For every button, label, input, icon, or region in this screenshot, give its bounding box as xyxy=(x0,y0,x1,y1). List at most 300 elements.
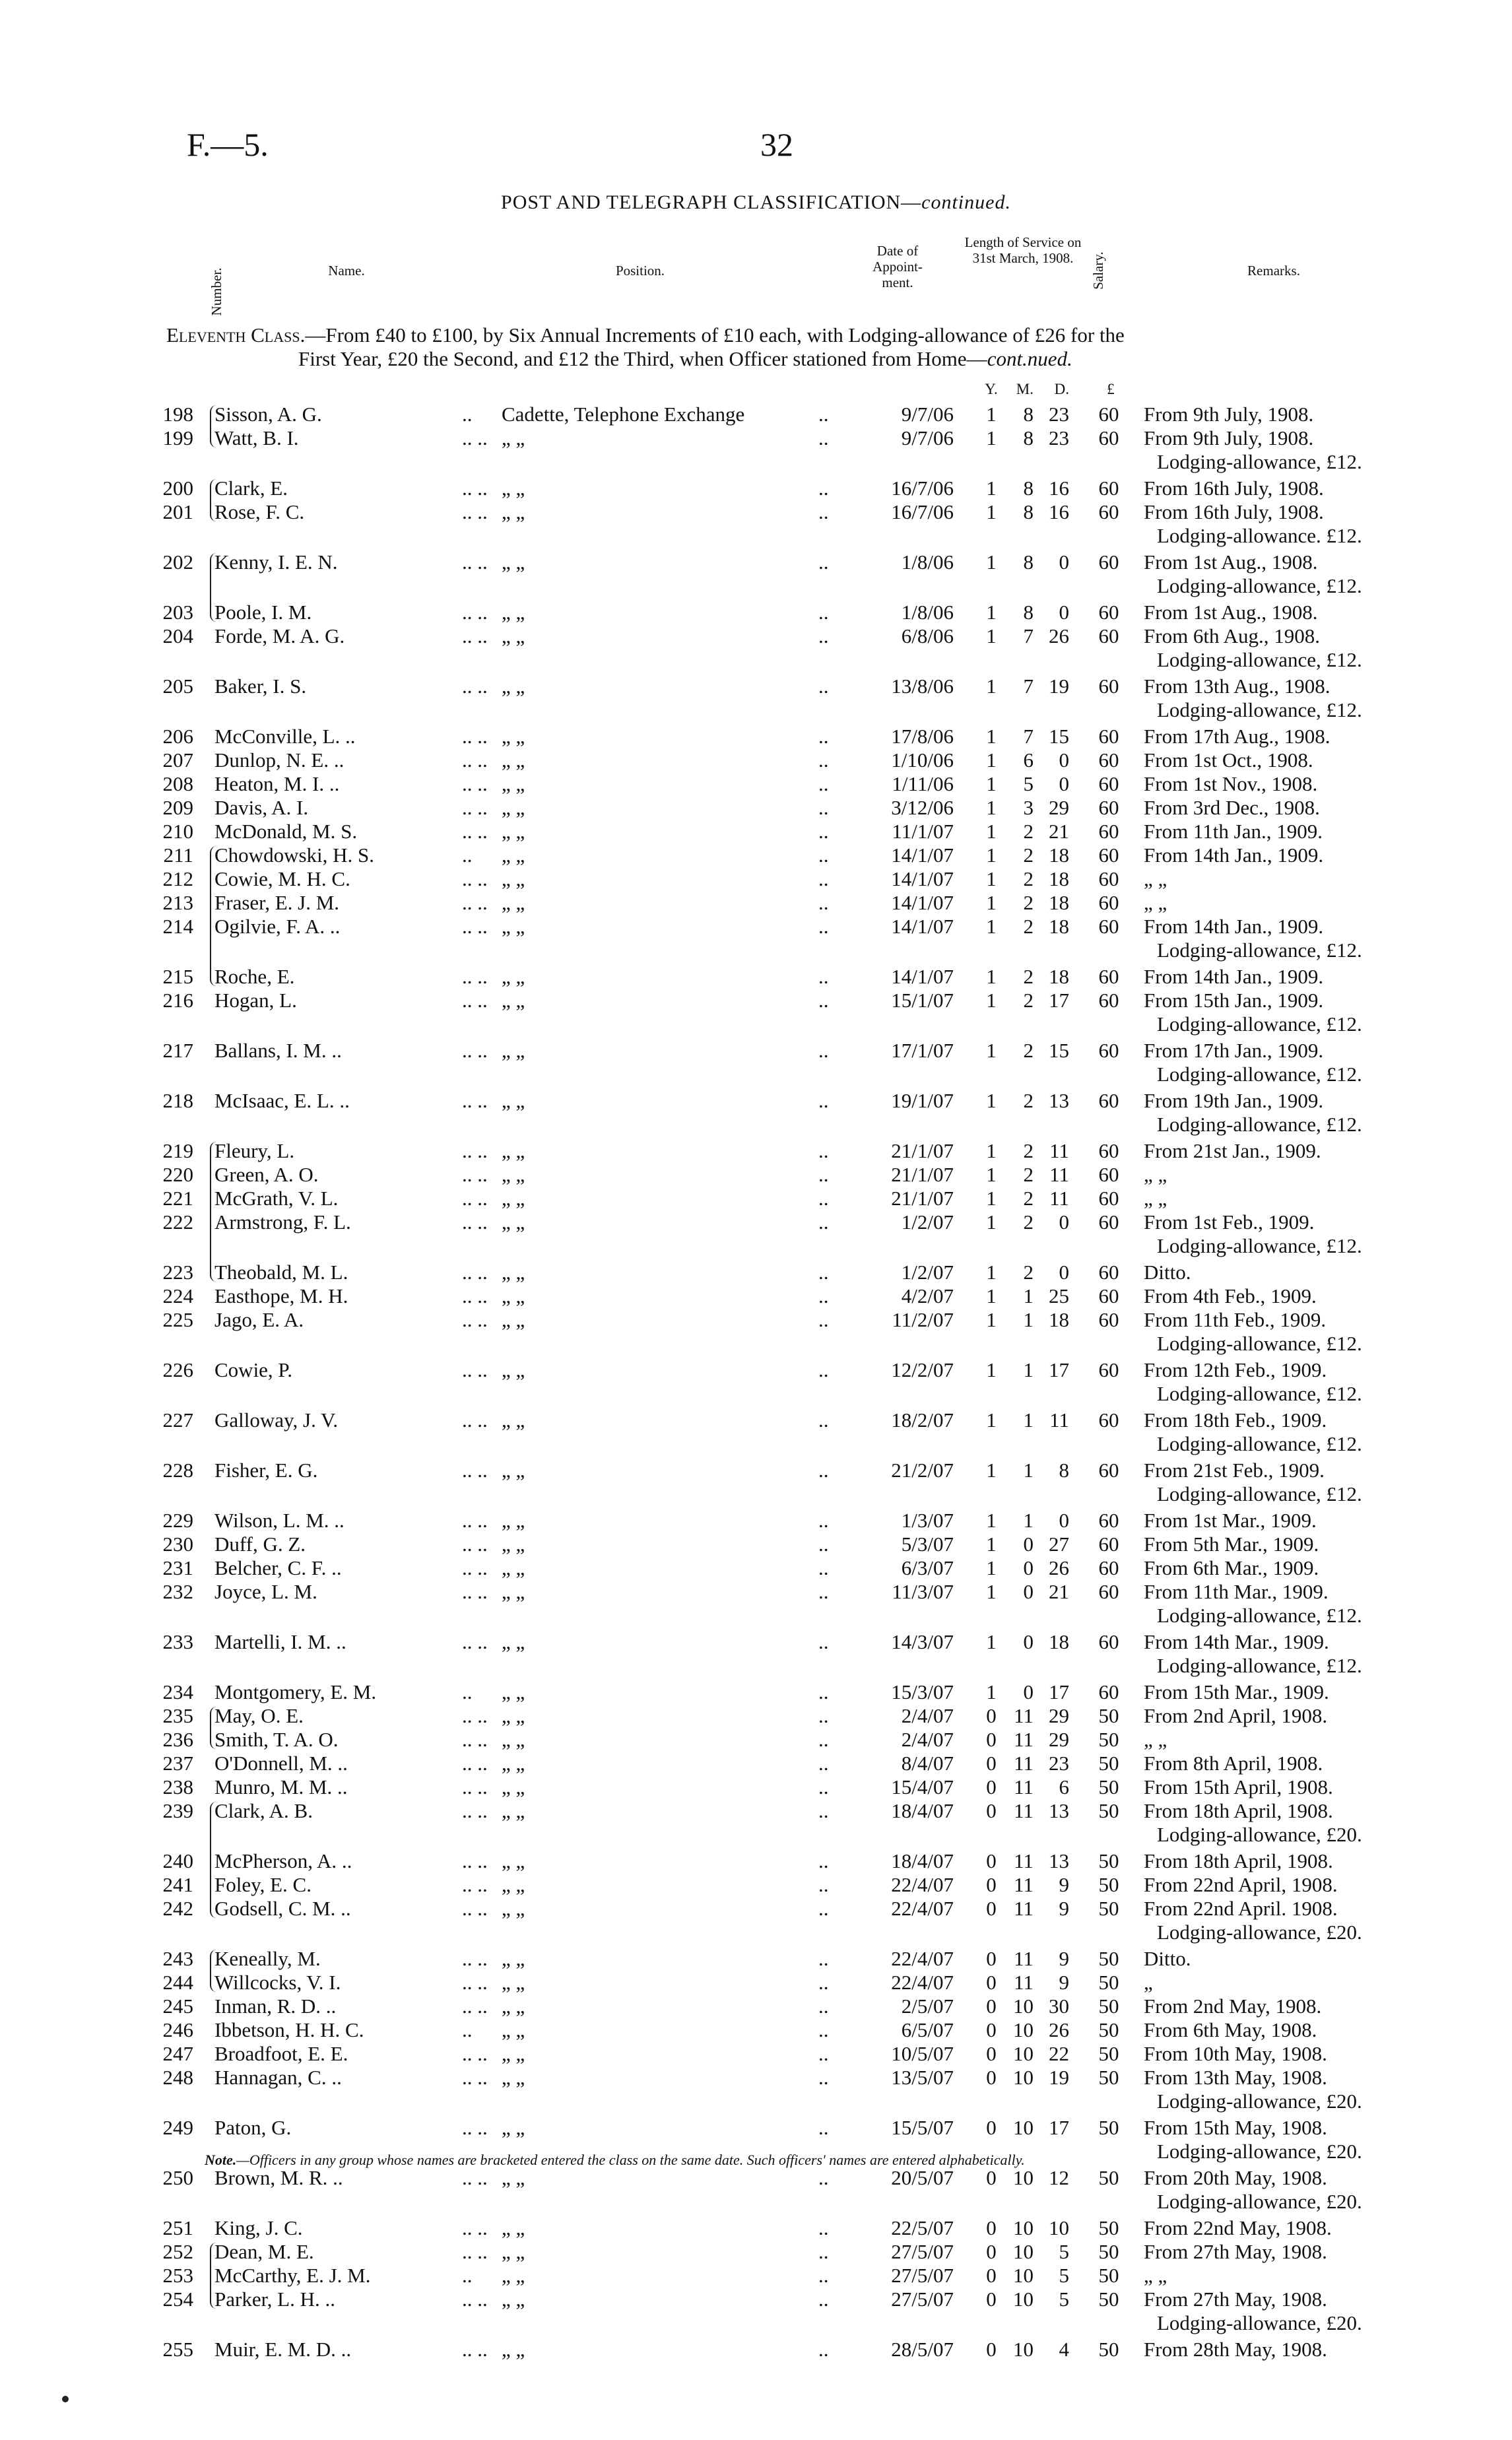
row-months: 5 xyxy=(1023,772,1034,795)
row-position: „ „ xyxy=(502,1799,525,1822)
row-position: „ „ xyxy=(502,2042,525,2065)
row-name: Ballans, I. M. .. xyxy=(214,1039,342,1062)
row-remarks: From 1st Nov., 1908. xyxy=(1144,772,1318,795)
row-leader-2: .. xyxy=(818,772,829,795)
row-name: Broadfoot, E. E. xyxy=(214,2042,348,2065)
row-days: 12 xyxy=(1049,2166,1069,2189)
row-years: 1 xyxy=(986,477,997,500)
row-years: 1 xyxy=(986,1039,997,1062)
row-years: 1 xyxy=(986,1210,997,1234)
row-leader-2: .. xyxy=(818,1284,829,1307)
row-date: 1/8/06 xyxy=(901,601,954,624)
row-date: 15/1/07 xyxy=(891,989,954,1012)
row-remarks: From 4th Feb., 1909. xyxy=(1144,1284,1317,1307)
row-name: Godsell, C. M. .. xyxy=(214,1897,351,1920)
row-name: Cowie, M. H. C. xyxy=(214,867,350,890)
row-remarks: From 11th Jan., 1909. xyxy=(1144,820,1323,843)
row-leader-1: .. .. xyxy=(462,426,488,449)
row-position: „ „ xyxy=(502,748,525,772)
row-leader-1: .. .. xyxy=(462,820,488,843)
row-position: „ „ xyxy=(502,1580,525,1603)
row-days: 9 xyxy=(1059,1947,1069,1970)
row-leader-2: .. xyxy=(818,500,829,523)
class-heading xyxy=(166,323,1394,371)
row-name: Dunlop, N. E. .. xyxy=(214,748,345,772)
row-years: 0 xyxy=(986,2018,997,2041)
row-salary: 50 xyxy=(1098,2116,1119,2139)
class-label: Eleventh Class. xyxy=(166,323,306,346)
row-date: 13/5/07 xyxy=(891,2066,954,2089)
row-date: 5/3/07 xyxy=(901,1533,954,1556)
row-years: 0 xyxy=(986,1752,997,1775)
column-header-name: Name. xyxy=(328,263,365,279)
row-months: 2 xyxy=(1023,989,1034,1012)
row-remarks-continued: Lodging-allowance, £12. xyxy=(1157,1113,1362,1136)
row-salary: 60 xyxy=(1098,601,1119,624)
row-remarks-continued: Lodging-allowance, £20. xyxy=(1157,2090,1362,2113)
row-leader-1: .. .. xyxy=(462,601,488,624)
table-row xyxy=(0,500,1512,547)
row-number: 223 xyxy=(162,1261,193,1284)
row-salary: 60 xyxy=(1098,748,1119,772)
row-date: 21/2/07 xyxy=(891,1459,954,1482)
note-text: —Officers in any group whose names are bracketed entered the class on the same date. Such officers' names are entered alphabetically. xyxy=(236,2152,1025,2168)
row-position: „ „ xyxy=(502,1408,525,1432)
row-name: Sisson, A. G. xyxy=(214,403,322,426)
name-group-bracket xyxy=(210,1142,216,1282)
row-name: Cowie, P. xyxy=(214,1358,292,1381)
row-position: „ „ xyxy=(502,2166,525,2189)
row-number: 208 xyxy=(162,772,193,795)
row-remarks-continued: Lodging-allowance, £20. xyxy=(1157,1823,1362,1846)
row-date: 22/4/07 xyxy=(891,1947,954,1970)
row-remarks: Ditto. xyxy=(1144,1261,1191,1284)
row-months: 10 xyxy=(1013,2018,1034,2041)
row-months: 11 xyxy=(1014,1849,1034,1872)
row-leader-2: .. xyxy=(818,2042,829,2065)
row-leader-2: .. xyxy=(818,915,829,938)
row-leader-2: .. xyxy=(818,1358,829,1381)
row-remarks: From 27th May, 1908. xyxy=(1144,2240,1327,2263)
row-position: „ „ xyxy=(502,2018,525,2041)
row-days: 18 xyxy=(1049,1308,1069,1331)
row-days: 5 xyxy=(1059,2264,1069,2287)
row-years: 0 xyxy=(986,2288,997,2311)
row-position: „ „ xyxy=(502,1459,525,1482)
table-row xyxy=(0,1897,1512,1944)
row-name: Poole, I. M. xyxy=(214,601,312,624)
row-years: 1 xyxy=(986,675,997,698)
row-months: 7 xyxy=(1023,675,1034,698)
row-number: 248 xyxy=(162,2066,193,2089)
table-row xyxy=(0,2166,1512,2213)
row-salary: 60 xyxy=(1098,1089,1119,1112)
row-salary: 50 xyxy=(1098,2338,1119,2361)
row-leader-2: .. xyxy=(818,1408,829,1432)
row-leader-1: .. .. xyxy=(462,2288,488,2311)
row-salary: 60 xyxy=(1098,500,1119,523)
row-position: „ „ xyxy=(502,624,525,647)
row-date: 15/3/07 xyxy=(891,1680,954,1703)
row-number: 227 xyxy=(162,1408,193,1432)
row-remarks: From 28th May, 1908. xyxy=(1144,2338,1327,2361)
row-remarks: „ „ xyxy=(1144,2264,1167,2287)
table-row xyxy=(0,1139,1512,1163)
table-row xyxy=(0,1533,1512,1556)
row-months: 10 xyxy=(1013,2042,1034,2065)
row-salary: 50 xyxy=(1098,1897,1119,1920)
row-name: Jago, E. A. xyxy=(214,1308,304,1331)
column-header-remarks: Remarks. xyxy=(1247,263,1300,279)
column-header-date: Date of Appoint-ment. xyxy=(872,243,923,290)
row-days: 5 xyxy=(1059,2288,1069,2311)
unit-pound: £ xyxy=(1107,381,1115,397)
row-date: 14/1/07 xyxy=(891,891,954,914)
table-row xyxy=(0,965,1512,989)
table-row xyxy=(0,1995,1512,2018)
table-row xyxy=(0,1459,1512,1505)
row-remarks: From 20th May, 1908. xyxy=(1144,2166,1327,2189)
row-number: 244 xyxy=(162,1971,193,1994)
row-date: 2/5/07 xyxy=(901,1995,954,2018)
row-number: 237 xyxy=(162,1752,193,1775)
table-row xyxy=(0,477,1512,500)
row-leader-1: .. .. xyxy=(462,1039,488,1062)
row-date: 1/8/06 xyxy=(901,550,954,574)
row-position: „ „ xyxy=(502,2264,525,2287)
row-remarks: From 15th April, 1908. xyxy=(1144,1775,1333,1798)
table-row xyxy=(0,820,1512,843)
row-name: Theobald, M. L. xyxy=(214,1261,348,1284)
row-date: 9/7/06 xyxy=(901,403,954,426)
row-leader-1: .. .. xyxy=(462,1799,488,1822)
row-remarks: From 22nd May, 1908. xyxy=(1144,2216,1332,2239)
row-position: „ „ xyxy=(502,1163,525,1186)
row-months: 2 xyxy=(1023,843,1034,867)
row-months: 2 xyxy=(1023,867,1034,890)
row-months: 10 xyxy=(1013,2116,1034,2139)
row-salary: 60 xyxy=(1098,772,1119,795)
row-remarks: From 22nd April, 1908. xyxy=(1144,1873,1338,1896)
row-years: 1 xyxy=(986,843,997,867)
row-leader-2: .. xyxy=(818,2216,829,2239)
row-name: Armstrong, F. L. xyxy=(214,1210,351,1234)
row-number: 226 xyxy=(162,1358,193,1381)
row-salary: 60 xyxy=(1098,1210,1119,1234)
table-row xyxy=(0,1284,1512,1308)
table-row xyxy=(0,1408,1512,1455)
row-salary: 60 xyxy=(1098,1358,1119,1381)
row-date: 21/1/07 xyxy=(891,1187,954,1210)
row-years: 1 xyxy=(986,1284,997,1307)
row-number: 255 xyxy=(162,2338,193,2361)
row-years: 1 xyxy=(986,1358,997,1381)
row-years: 0 xyxy=(986,2042,997,2065)
row-date: 21/1/07 xyxy=(891,1139,954,1162)
row-salary: 60 xyxy=(1098,915,1119,938)
row-name: Clark, A. B. xyxy=(214,1799,313,1822)
row-salary: 60 xyxy=(1098,1580,1119,1603)
row-salary: 60 xyxy=(1098,1163,1119,1186)
row-remarks: From 15th May, 1908. xyxy=(1144,2116,1327,2139)
row-remarks: From 1st Aug., 1908. xyxy=(1144,550,1318,574)
row-name: Foley, E. C. xyxy=(214,1873,312,1896)
row-remarks-continued: Lodging-allowance, £12. xyxy=(1157,1382,1362,1405)
row-remarks: From 2nd April, 1908. xyxy=(1144,1704,1328,1727)
row-days: 26 xyxy=(1049,1556,1069,1579)
row-remarks-continued: Lodging-allowance, £20. xyxy=(1157,2311,1362,2334)
row-leader-1: .. xyxy=(462,2264,473,2287)
row-leader-1: .. .. xyxy=(462,1308,488,1331)
table-row xyxy=(0,1704,1512,1728)
row-remarks: From 13th May, 1908. xyxy=(1144,2066,1327,2089)
row-date: 22/5/07 xyxy=(891,2216,954,2239)
row-date: 27/5/07 xyxy=(891,2264,954,2287)
row-days: 11 xyxy=(1049,1187,1069,1210)
row-date: 17/8/06 xyxy=(891,725,954,748)
row-leader-1: .. .. xyxy=(462,2240,488,2263)
row-years: 1 xyxy=(986,1680,997,1703)
row-salary: 60 xyxy=(1098,426,1119,449)
row-remarks: From 11th Mar., 1909. xyxy=(1144,1580,1329,1603)
row-years: 0 xyxy=(986,2338,997,2361)
row-remarks: From 6th Aug., 1908. xyxy=(1144,624,1320,647)
row-leader-2: .. xyxy=(818,1873,829,1896)
row-number: 250 xyxy=(162,2166,193,2189)
table-row xyxy=(0,867,1512,891)
row-number: 241 xyxy=(162,1873,193,1896)
row-months: 1 xyxy=(1023,1284,1034,1307)
row-leader-1: .. .. xyxy=(462,1556,488,1579)
row-number: 236 xyxy=(162,1728,193,1751)
row-number: 206 xyxy=(162,725,193,748)
row-number: 207 xyxy=(162,748,193,772)
row-months: 6 xyxy=(1023,748,1034,772)
row-leader-2: .. xyxy=(818,965,829,988)
row-months: 11 xyxy=(1014,1947,1034,1970)
row-date: 16/7/06 xyxy=(891,500,954,523)
table-row xyxy=(0,1308,1512,1355)
row-months: 0 xyxy=(1023,1556,1034,1579)
row-number: 209 xyxy=(162,796,193,819)
row-position: „ „ xyxy=(502,1261,525,1284)
row-days: 0 xyxy=(1059,1509,1069,1532)
row-leader-2: .. xyxy=(818,891,829,914)
row-leader-1: .. .. xyxy=(462,796,488,819)
row-position: „ „ xyxy=(502,1358,525,1381)
row-leader-1: .. xyxy=(462,403,473,426)
row-number: 232 xyxy=(162,1580,193,1603)
row-name: Parker, L. H. .. xyxy=(214,2288,335,2311)
row-name: Ibbetson, H. H. C. xyxy=(214,2018,364,2041)
row-leader-2: .. xyxy=(818,820,829,843)
row-number: 239 xyxy=(162,1799,193,1822)
table-row xyxy=(0,1556,1512,1580)
row-years: 0 xyxy=(986,2216,997,2239)
row-remarks: From 14th Jan., 1909. xyxy=(1144,843,1324,867)
row-leader-2: .. xyxy=(818,601,829,624)
row-days: 10 xyxy=(1049,2216,1069,2239)
row-date: 11/1/07 xyxy=(892,820,954,843)
row-position: „ „ xyxy=(502,1947,525,1970)
row-number: 215 xyxy=(162,965,193,988)
row-leader-1: .. .. xyxy=(462,1358,488,1381)
row-remarks: From 18th April, 1908. xyxy=(1144,1849,1333,1872)
stray-mark xyxy=(62,2396,69,2402)
row-date: 19/1/07 xyxy=(891,1089,954,1112)
row-months: 10 xyxy=(1013,2066,1034,2089)
table-row xyxy=(0,1873,1512,1897)
row-position: „ „ xyxy=(502,772,525,795)
row-name: Belcher, C. F. .. xyxy=(214,1556,342,1579)
row-name: Heaton, M. I. .. xyxy=(214,772,340,795)
row-remarks: „ xyxy=(1144,1971,1153,1994)
row-remarks: From 3rd Dec., 1908. xyxy=(1144,796,1320,819)
row-leader-2: .. xyxy=(818,1459,829,1482)
row-leader-2: .. xyxy=(818,725,829,748)
row-position: „ „ xyxy=(502,1728,525,1751)
row-leader-2: .. xyxy=(818,1580,829,1603)
row-position: „ „ xyxy=(502,2116,525,2139)
row-days: 15 xyxy=(1049,1039,1069,1062)
row-months: 1 xyxy=(1023,1459,1034,1482)
row-leader-1: .. .. xyxy=(462,1187,488,1210)
row-months: 2 xyxy=(1023,1039,1034,1062)
row-leader-1: .. .. xyxy=(462,915,488,938)
row-leader-2: .. xyxy=(818,1187,829,1210)
row-days: 11 xyxy=(1049,1408,1069,1432)
row-position: „ „ xyxy=(502,1752,525,1775)
row-date: 15/5/07 xyxy=(891,2116,954,2139)
row-remarks: From 18th April, 1908. xyxy=(1144,1799,1333,1822)
row-leader-2: .. xyxy=(818,1509,829,1532)
row-years: 1 xyxy=(986,426,997,449)
row-days: 29 xyxy=(1049,1728,1069,1751)
row-date: 6/8/06 xyxy=(901,624,954,647)
row-leader-2: .. xyxy=(818,2066,829,2089)
row-position: „ „ xyxy=(502,1187,525,1210)
row-date: 27/5/07 xyxy=(891,2240,954,2263)
row-months: 2 xyxy=(1023,891,1034,914)
row-number: 218 xyxy=(162,1089,193,1112)
row-date: 28/5/07 xyxy=(891,2338,954,2361)
row-leader-2: .. xyxy=(818,1704,829,1727)
row-months: 1 xyxy=(1023,1308,1034,1331)
row-leader-2: .. xyxy=(818,1261,829,1284)
row-salary: 60 xyxy=(1098,843,1119,867)
table-row xyxy=(0,1580,1512,1627)
row-position: „ „ xyxy=(502,989,525,1012)
row-salary: 60 xyxy=(1098,820,1119,843)
row-remarks: From 27th May, 1908. xyxy=(1144,2288,1327,2311)
row-date: 14/1/07 xyxy=(891,843,954,867)
row-name: Wilson, L. M. .. xyxy=(214,1509,345,1532)
row-leader-1: .. .. xyxy=(462,1873,488,1896)
row-date: 22/4/07 xyxy=(891,1897,954,1920)
row-position: „ „ xyxy=(502,891,525,914)
row-months: 10 xyxy=(1013,2166,1034,2189)
row-remarks-continued: Lodging-allowance, £12. xyxy=(1157,1482,1362,1505)
row-months: 11 xyxy=(1014,1704,1034,1727)
row-number: 231 xyxy=(162,1556,193,1579)
row-days: 19 xyxy=(1049,2066,1069,2089)
row-leader-1: .. .. xyxy=(462,891,488,914)
row-leader-1: .. .. xyxy=(462,1408,488,1432)
row-days: 17 xyxy=(1049,989,1069,1012)
row-months: 11 xyxy=(1014,1873,1034,1896)
row-salary: 60 xyxy=(1098,1308,1119,1331)
row-leader-2: .. xyxy=(818,2264,829,2287)
row-months: 11 xyxy=(1014,1775,1034,1798)
row-date: 16/7/06 xyxy=(891,477,954,500)
row-position: „ „ xyxy=(502,550,525,574)
row-leader-2: .. xyxy=(818,843,829,867)
row-years: 1 xyxy=(986,965,997,988)
row-name: Fleury, L. xyxy=(214,1139,295,1162)
row-leader-2: .. xyxy=(818,1533,829,1556)
row-name: Fisher, E. G. xyxy=(214,1459,318,1482)
table-row xyxy=(0,1630,1512,1677)
row-position: „ „ xyxy=(502,820,525,843)
row-months: 0 xyxy=(1023,1680,1034,1703)
table-row xyxy=(0,725,1512,748)
row-salary: 60 xyxy=(1098,1509,1119,1532)
row-number: 204 xyxy=(162,624,193,647)
row-position: „ „ xyxy=(502,1509,525,1532)
row-date: 22/4/07 xyxy=(891,1873,954,1896)
row-leader-2: .. xyxy=(818,1995,829,2018)
row-date: 6/3/07 xyxy=(901,1556,954,1579)
table-row xyxy=(0,1680,1512,1704)
row-date: 8/4/07 xyxy=(901,1752,954,1775)
row-remarks-continued: Lodging-allowance, £20. xyxy=(1157,2190,1362,2213)
row-position: „ „ xyxy=(502,1704,525,1727)
row-remarks-continued: Lodging-allowance, £12. xyxy=(1157,450,1362,473)
row-months: 11 xyxy=(1014,1897,1034,1920)
row-leader-2: .. xyxy=(818,1556,829,1579)
row-remarks: From 16th July, 1908. xyxy=(1144,500,1324,523)
row-name: McIsaac, E. L. .. xyxy=(214,1089,350,1112)
row-salary: 60 xyxy=(1098,1630,1119,1653)
row-months: 7 xyxy=(1023,624,1034,647)
row-years: 1 xyxy=(986,796,997,819)
row-leader-2: .. xyxy=(818,1849,829,1872)
row-days: 16 xyxy=(1049,500,1069,523)
row-months: 8 xyxy=(1023,550,1034,574)
row-position: Cadette, Telephone Exchange xyxy=(502,403,745,426)
row-leader-1: .. .. xyxy=(462,1284,488,1307)
row-years: 1 xyxy=(986,1261,997,1284)
row-salary: 60 xyxy=(1098,1680,1119,1703)
row-years: 1 xyxy=(986,820,997,843)
row-position: „ „ xyxy=(502,601,525,624)
row-number: 221 xyxy=(162,1187,193,1210)
row-name: Chowdowski, H. S. xyxy=(214,843,375,867)
row-years: 1 xyxy=(986,1630,997,1653)
row-position: „ „ xyxy=(502,1995,525,2018)
table-row xyxy=(0,2288,1512,2334)
table-row xyxy=(0,1947,1512,1971)
row-position: „ „ xyxy=(502,2240,525,2263)
row-years: 0 xyxy=(986,1728,997,1751)
row-date: 18/2/07 xyxy=(891,1408,954,1432)
row-months: 10 xyxy=(1013,2288,1034,2311)
row-number: 253 xyxy=(162,2264,193,2287)
row-months: 2 xyxy=(1023,1163,1034,1186)
row-name: Easthope, M. H. xyxy=(214,1284,348,1307)
table-row xyxy=(0,624,1512,671)
row-position: „ „ xyxy=(502,2288,525,2311)
